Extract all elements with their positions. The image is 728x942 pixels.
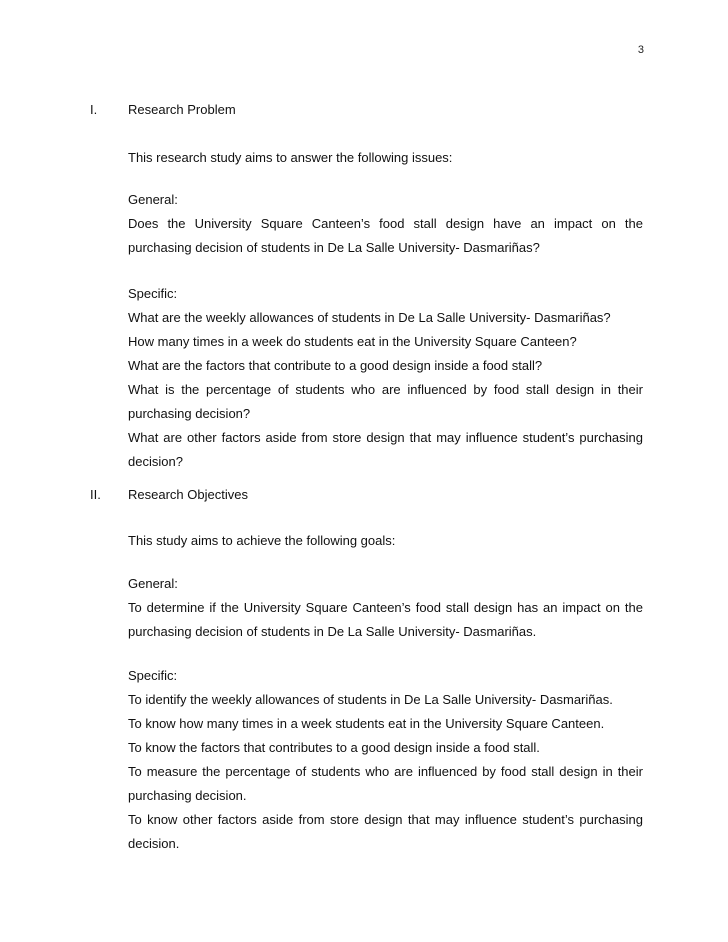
specific-line: To know the factors that contributes to a good design inside a food stall. (128, 740, 540, 755)
general-label: General: (128, 576, 178, 591)
general-label: General: (128, 192, 178, 207)
section-intro (128, 529, 643, 553)
specific-label: Specific: (128, 286, 178, 301)
specific-label: Specific: (128, 668, 178, 683)
section-numeral: I. (90, 102, 98, 117)
section-heading: Research Objectives (128, 487, 248, 502)
specific-line: purchasing decision. (128, 788, 247, 803)
intro-text: This study aims to achieve the following goals: (128, 533, 396, 548)
section-heading: Research Problem (128, 102, 236, 117)
specific-line: decision? (128, 454, 183, 469)
general-block (128, 188, 643, 260)
general-line: Does the University Square Canteen’s food stall design have an impact on the (128, 216, 643, 231)
specific-line: To know other factors aside from store design that may influence student’s purchasing (128, 812, 643, 827)
specific-line: What are the factors that contribute to a good design inside a food stall? (128, 358, 543, 373)
specific-line: What is the percentage of students who are influenced by food stall design in their (128, 382, 643, 397)
specific-line: To know how many times in a week students eat in the University Square Canteen. (128, 716, 605, 731)
section-intro (128, 146, 643, 170)
specific-line: How many times in a week do students eat in the University Square Canteen? (128, 334, 577, 349)
general-block (128, 572, 643, 644)
specific-block (128, 664, 643, 856)
specific-line: What are other factors aside from store design that may influence student’s purchasing (128, 430, 643, 445)
specific-line: purchasing decision? (128, 406, 251, 421)
general-line: To determine if the University Square Canteen’s food stall design has an impact on the (128, 600, 643, 615)
specific-line: To measure the percentage of students who are influenced by food stall design in their (128, 764, 643, 779)
intro-text: This research study aims to answer the following issues: (128, 150, 453, 165)
page-number: 3 (637, 44, 644, 56)
section-numeral: II. (90, 487, 101, 502)
specific-line: To identify the weekly allowances of students in De La Salle University- Dasmariñas. (128, 692, 613, 707)
general-line: purchasing decision of students in De La Salle University- Dasmariñas. (128, 624, 537, 639)
specific-line: decision. (128, 836, 180, 851)
specific-line: What are the weekly allowances of students in De La Salle University- Dasmariñas? (128, 310, 611, 325)
specific-block (128, 282, 643, 474)
general-line: purchasing decision of students in De La Salle University- Dasmariñas? (128, 240, 540, 255)
